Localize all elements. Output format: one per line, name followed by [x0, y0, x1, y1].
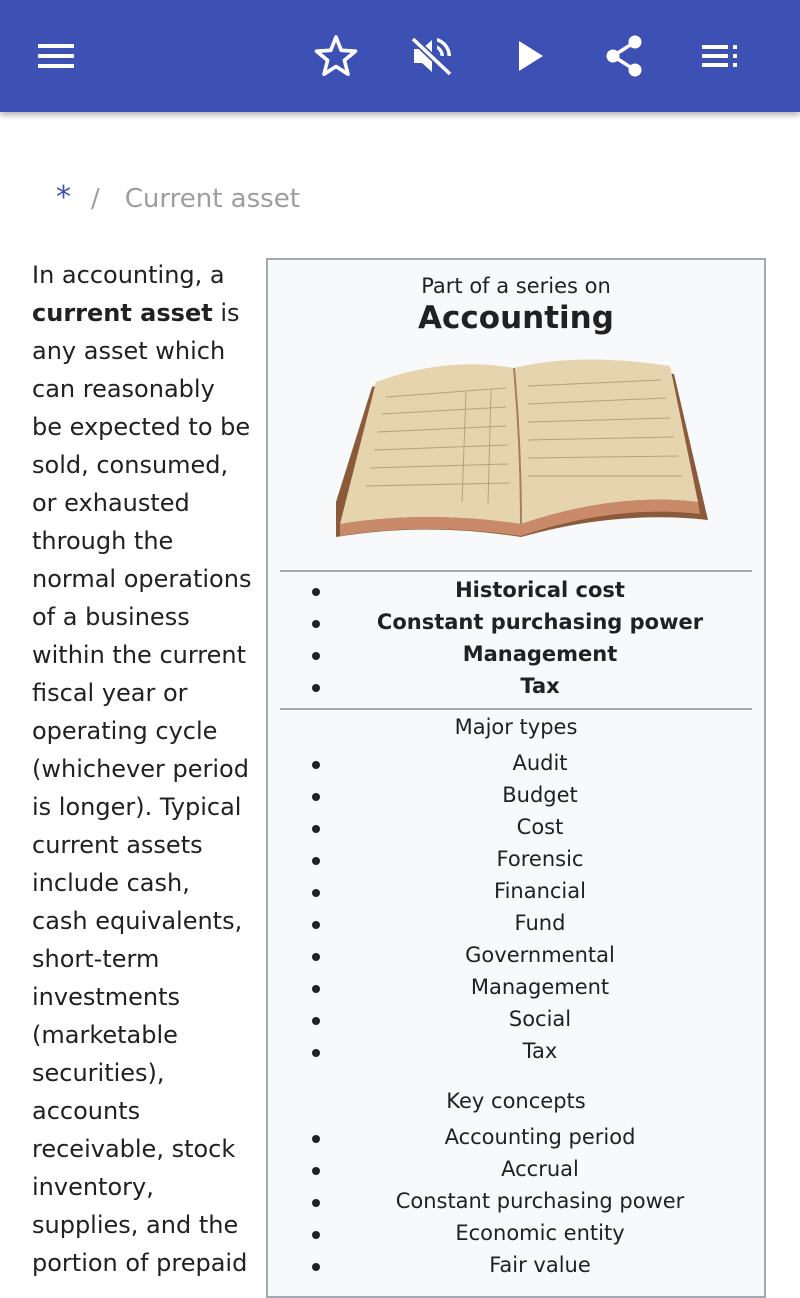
list-item[interactable]: Management: [268, 971, 764, 1003]
breadcrumb-current: Current asset: [124, 184, 300, 214]
article-text: is any asset which can reasonably be expected to be sold, consumed, or exhausted through the normal operations of a business within the current fiscal year or operating cycle (whichever period is longer). Typical current assets include cash, cash equivalents, short-term investments (marketable securities), accounts receivable, stock inventory, supplies, and the portion of prepaid: [32, 299, 252, 1277]
playlist-icon[interactable]: [692, 28, 748, 84]
list-item[interactable]: Constant purchasing power: [268, 606, 764, 638]
list-item[interactable]: Budget: [268, 779, 764, 811]
play-icon[interactable]: [502, 28, 558, 84]
list-item[interactable]: Forensic: [268, 843, 764, 875]
share-icon[interactable]: [596, 28, 652, 84]
article-body: [32, 256, 252, 1282]
list-item[interactable]: Social: [268, 1003, 764, 1035]
breadcrumb-separator: /: [91, 184, 100, 214]
list-item[interactable]: Economic entity: [268, 1217, 764, 1249]
list-item[interactable]: Tax: [268, 670, 764, 702]
infobox-top-list: [268, 574, 764, 702]
list-item[interactable]: Accrual: [268, 1153, 764, 1185]
breadcrumb: [56, 180, 300, 215]
key-concepts-heading: Key concepts: [446, 1089, 586, 1113]
infobox-divider: [280, 570, 752, 572]
list-item[interactable]: Tax: [268, 1035, 764, 1067]
article-term: current asset: [32, 299, 213, 327]
infobox-above: Part of a series on: [421, 274, 611, 298]
list-item[interactable]: Constant purchasing power: [268, 1185, 764, 1217]
major-types-heading: Major types: [454, 715, 578, 739]
list-item[interactable]: Fair value: [268, 1249, 764, 1281]
list-item[interactable]: Management: [268, 638, 764, 670]
major-types-list: [268, 747, 764, 1067]
infobox-divider: [280, 708, 752, 710]
list-item[interactable]: Audit: [268, 747, 764, 779]
breadcrumb-home-link[interactable]: *: [56, 180, 71, 215]
list-item[interactable]: Cost: [268, 811, 764, 843]
list-item[interactable]: Governmental: [268, 939, 764, 971]
list-item[interactable]: Historical cost: [268, 574, 764, 606]
ledger-book-image[interactable]: [316, 352, 716, 562]
infobox-title[interactable]: Accounting: [418, 300, 614, 336]
menu-icon[interactable]: [28, 28, 84, 84]
list-item[interactable]: Fund: [268, 907, 764, 939]
accounting-infobox: [266, 258, 766, 1298]
volume-off-icon[interactable]: [404, 28, 460, 84]
key-concepts-list: [268, 1121, 764, 1281]
list-item[interactable]: Accounting period: [268, 1121, 764, 1153]
app-toolbar: [0, 0, 800, 112]
list-item[interactable]: Financial: [268, 875, 764, 907]
star-icon[interactable]: [308, 28, 364, 84]
article-intro: In accounting, a: [32, 261, 225, 289]
